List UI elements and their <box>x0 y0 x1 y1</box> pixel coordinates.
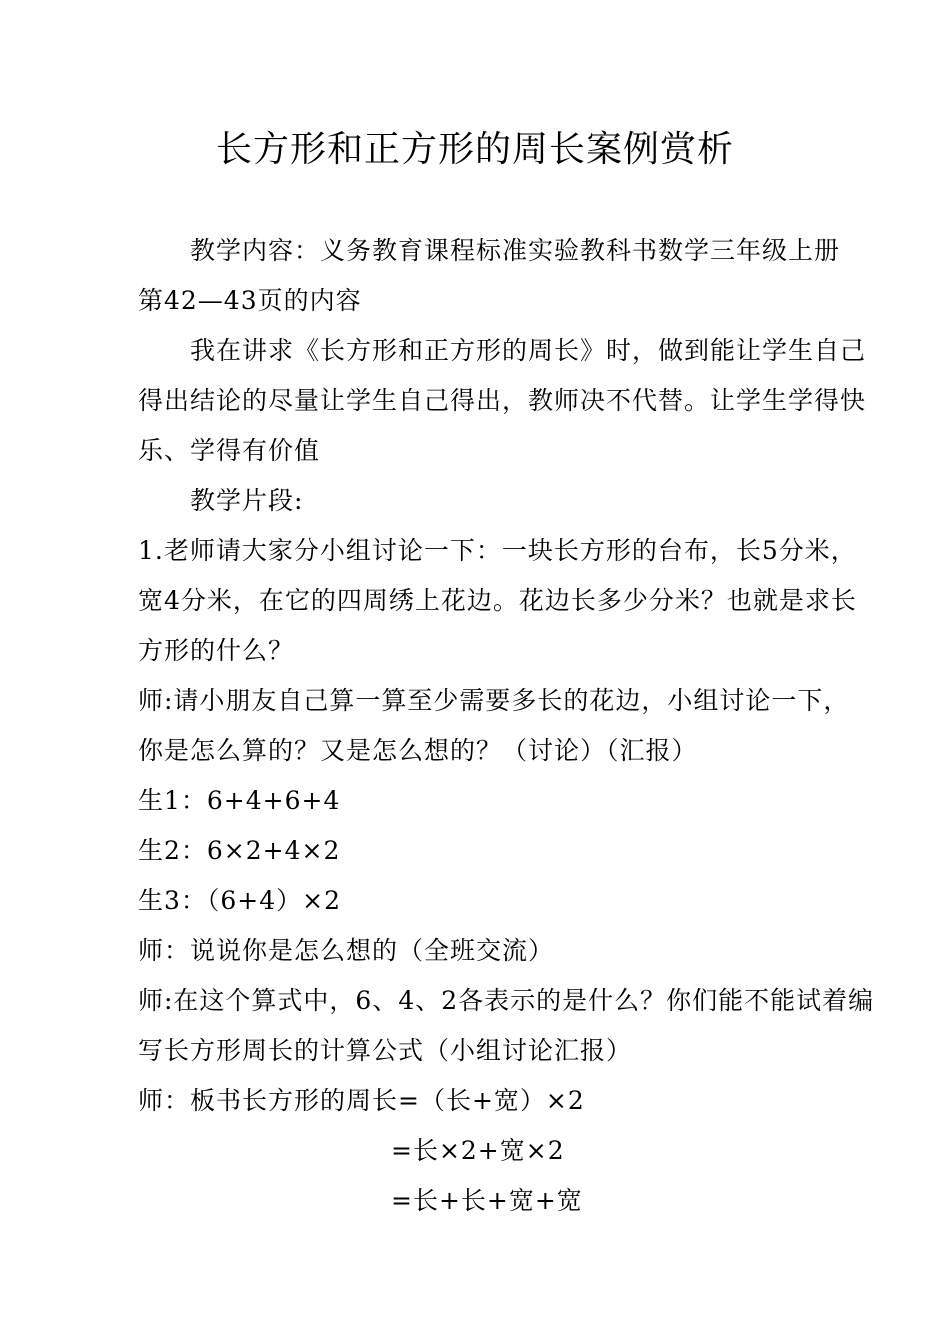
formula-line-3: =长+长+宽+宽 <box>391 1186 583 1215</box>
intro-line-3: 乐、学得有价值 <box>138 436 321 465</box>
question-1-line-1: 1.老师请大家分小组讨论一下：一块长方形的台布，长5分米， <box>138 536 857 565</box>
teacher-line-4: 师：板书长方形的周长=（长+宽）×2 <box>138 1086 585 1115</box>
formula-line-2: =长×2+宽×2 <box>391 1136 565 1165</box>
segment-heading: 教学片段: <box>190 486 304 515</box>
teacher-line-1b: 你是怎么算的？又是怎么想的？（讨论）（汇报） <box>138 736 698 765</box>
teacher-line-3b: 写长方形周长的计算公式（小组讨论汇报） <box>138 1036 633 1065</box>
student-3-answer: 生3：（6+4）×2 <box>138 886 342 915</box>
intro-line-2: 得出结论的尽量让学生自己得出，教师决不代替。让学生学得快 <box>138 386 867 415</box>
student-1-answer: 生1：6+4+6+4 <box>138 786 341 815</box>
teacher-line-2: 师：说说你是怎么想的（全班交流） <box>138 936 555 965</box>
student-2-answer: 生2：6×2+4×2 <box>138 836 341 865</box>
document-title: 长方形和正方形的周长案例赏析 <box>215 129 734 170</box>
question-1-line-3: 方形的什么？ <box>138 636 295 665</box>
content-line-1: 教学内容：义务教育课程标准实验教科书数学三年级上册 <box>190 236 841 265</box>
teacher-line-3a: 师:在这个算式中，6、4、2各表示的是什么？你们能不能试着编 <box>138 986 875 1015</box>
question-1-line-2: 宽4分米，在它的四周绣上花边。花边长多少分米？也就是求长 <box>138 586 857 615</box>
teacher-line-1a: 师:请小朋友自己算一算至少需要多长的花边，小组讨论一下， <box>138 686 850 715</box>
intro-line-1: 我在讲求《长方形和正方形的周长》时，做到能让学生自己 <box>190 336 867 365</box>
document-body <box>138 226 875 1226</box>
content-line-2: 第42—43页的内容 <box>138 286 362 315</box>
